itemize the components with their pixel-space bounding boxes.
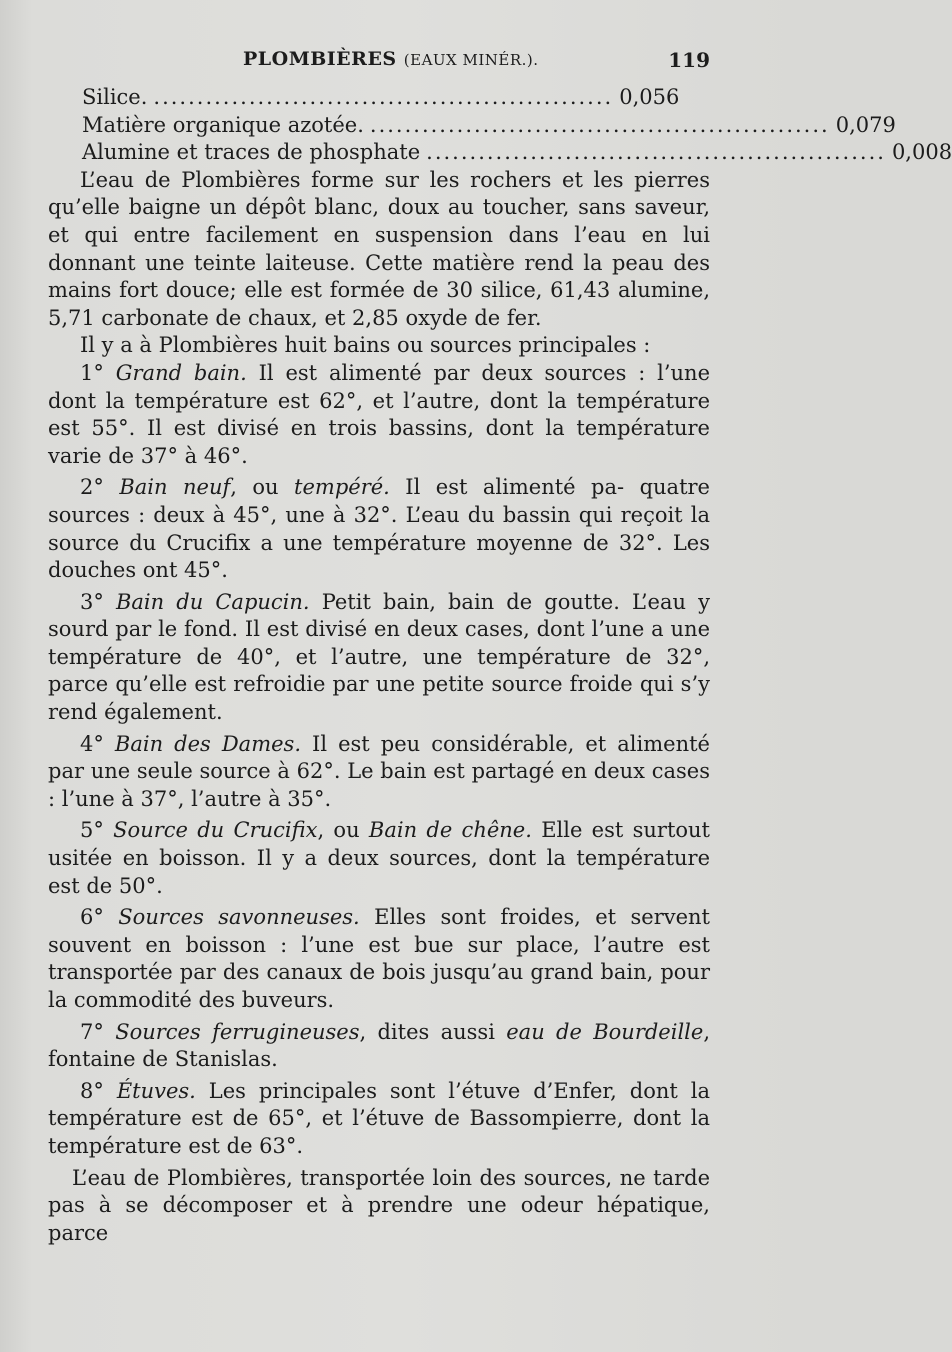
source-item — [48, 731, 710, 814]
analysis-name: Silice. — [82, 85, 148, 109]
item-title: Étuves. — [116, 1078, 196, 1103]
source-item — [48, 360, 710, 470]
analysis-table — [48, 84, 952, 167]
analysis-name: Alumine et traces de phosphate — [82, 140, 421, 165]
item-number: 2° — [80, 475, 104, 500]
item-connector: , ou — [230, 475, 295, 500]
source-item — [48, 474, 710, 584]
analysis-value: 0,056 — [619, 85, 680, 109]
item-number: 7° — [80, 1019, 104, 1044]
item-text: , fontaine de Stanislas. — [48, 1019, 710, 1072]
item-title: Grand bain. — [115, 360, 247, 385]
analysis-row — [48, 112, 896, 140]
closing-paragraph: L’eau de Plombières, transportée loin des sources, ne tarde pas à se décomposer et à prendre une odeur hépatique, parce — [48, 1165, 710, 1245]
leader-dots: ..................................................... — [153, 85, 614, 109]
analysis-row — [48, 84, 710, 112]
item-title-alt: eau de Bourdeille — [506, 1019, 704, 1044]
source-item — [48, 589, 710, 727]
item-title: Sources savonneuses. — [118, 905, 360, 930]
item-text: Il est alimenté pa- quatre sources : deux à 45°, une à 32°. L’eau du bassin qui reçoit la source du Crucifix a une température moyenne de 32°. Les douches ont 45°. — [48, 475, 710, 583]
analysis-value: 0,008 — [891, 140, 952, 165]
page-body — [48, 84, 952, 1247]
leader-dots: ..................................................... — [369, 112, 830, 137]
item-title: Sources ferrugineuses — [115, 1019, 360, 1044]
source-item — [48, 904, 710, 1014]
item-title: Bain neuf — [119, 475, 231, 500]
analysis-row — [48, 139, 952, 167]
item-number: 5° — [80, 818, 104, 843]
paragraph: L’eau de Plombières forme sur les rochers et les pierres qu’elle baigne un dépôt blanc, doux au toucher, sans saveur, et qui entre facilement en suspension dans l’eau en lui donnant une teinte laiteuse. Cette matière rend la peau des mains fort douce; elle est formée de 30 silice, 61,43 alumine, 5,71 carbonate de chaux, et 2,85 oxyde de fer. — [48, 167, 710, 330]
item-connector: , dites aussi — [359, 1019, 507, 1044]
item-text: Petit bain, bain de goutte. L’eau y sourd par le fond. Il est divisé en deux cases, dont l’une a une température de 40°, et l’autre, une température de 32°, parce qu’elle est refroidie par une petite source froide qui s’y rend également. — [48, 589, 710, 725]
item-number: 1° — [80, 360, 104, 385]
item-number: 6° — [80, 905, 104, 930]
page-number: 119 — [668, 48, 710, 72]
item-title: Source du Crucifix — [113, 818, 318, 843]
source-item — [48, 817, 710, 900]
item-title: Bain du Capucin. — [115, 589, 310, 614]
analysis-name: Matière organique azotée. — [82, 112, 364, 137]
paragraph: Il y a à Plombières huit bains ou sources principales : — [80, 333, 651, 358]
item-text: Elles sont froides, et servent souvent en boisson : l’une est bue sur place, l’autre est transportée par des canaux de bois jusqu’au grand bain, pour la commodité des buveurs. — [48, 905, 710, 1012]
source-item — [48, 1078, 710, 1161]
item-text: Il est peu considérable, et alimenté par une seule source à 62°. Le bain est partagé en deux cases : l’une à 37°, l’autre à 35°. — [48, 731, 710, 811]
running-title — [243, 48, 539, 70]
item-text: Elle est surtout usitée en boisson. Il y a deux sources, dont la température est de 50°. — [48, 818, 710, 898]
item-number: 4° — [80, 731, 104, 756]
item-number: 8° — [80, 1078, 104, 1103]
item-text: Il est alimenté par deux sources : l’une dont la température est 62°, et l’autre, dont la température est 55°. Il est divisé en trois bassins, dont la température varie de 37° à 46°. — [48, 360, 710, 468]
running-title-main: PLOMBIÈRES — [243, 48, 397, 70]
leader-dots: ..................................................... — [426, 140, 886, 165]
page-header — [48, 48, 710, 78]
analysis-value: 0,079 — [835, 112, 896, 137]
item-title: Bain des Dames. — [114, 731, 301, 756]
source-item — [48, 1019, 710, 1074]
item-number: 3° — [80, 589, 104, 614]
item-title-alt: tempéré. — [294, 475, 390, 500]
item-title-alt: Bain de chêne. — [368, 818, 532, 843]
item-text: Les principales sont l’étuve d’Enfer, dont la température est de 65°, et l’étuve de Bassompierre, dont la température est de 63°. — [48, 1078, 710, 1158]
running-title-sub: (EAUX MINÉR.). — [403, 51, 539, 69]
item-connector: , ou — [317, 818, 369, 843]
